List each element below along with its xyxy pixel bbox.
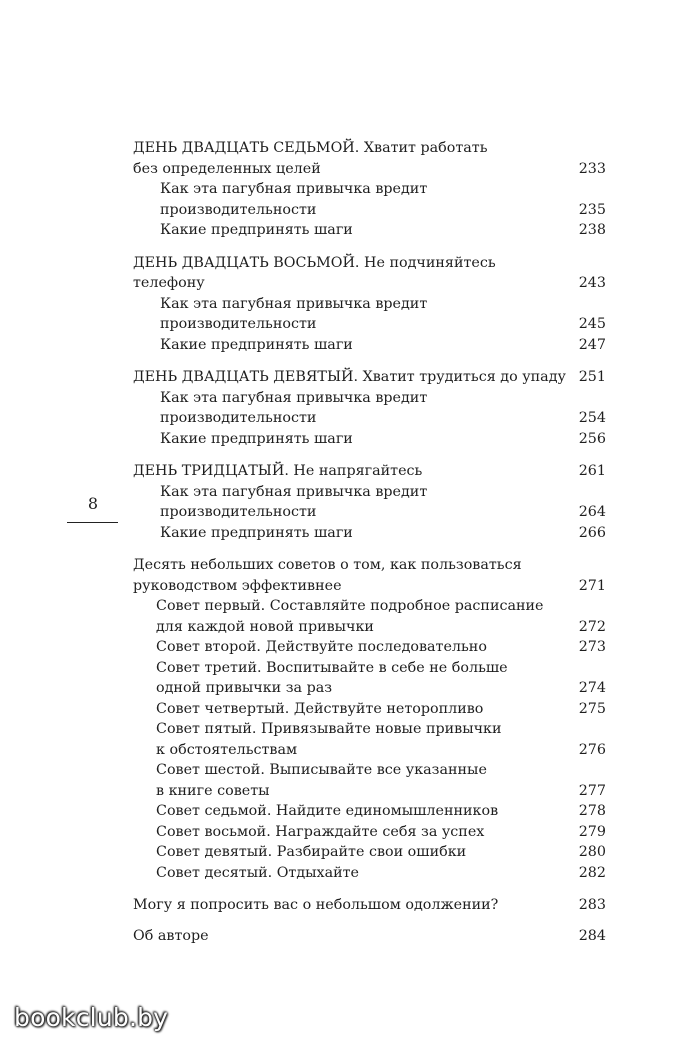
toc-section bbox=[133, 895, 606, 916]
toc-entry-title: Какие предпринять шаги bbox=[160, 430, 353, 447]
toc-subentry bbox=[133, 760, 606, 801]
watermark-logo: bookclub.by bbox=[14, 1003, 169, 1032]
toc-entry-page: 266 bbox=[578, 524, 606, 541]
toc-entry-title: Совет шестой. Выписывайте все указанные в книге советы bbox=[156, 762, 487, 799]
toc-entry bbox=[133, 138, 606, 179]
toc-entry bbox=[133, 461, 606, 482]
toc-entry-page: 274 bbox=[578, 680, 606, 696]
toc-section bbox=[133, 926, 606, 947]
toc-entry-page: 271 bbox=[578, 577, 606, 594]
toc-subentry bbox=[133, 220, 606, 241]
toc-entry-title: ДЕНЬ ДВАДЦАТЬ ДЕВЯТЫЙ. Хватит трудиться до упаду bbox=[133, 369, 566, 385]
toc-entry bbox=[133, 555, 606, 596]
toc-subentry bbox=[133, 294, 606, 335]
toc-entry-title: Какие предпринять шаги bbox=[160, 336, 353, 353]
toc-entry-title: Десять небольших советов о том, как пользоваться руководством эффективнее bbox=[133, 557, 522, 594]
page-number-rule bbox=[67, 522, 118, 523]
toc-entry bbox=[133, 926, 606, 947]
table-of-contents bbox=[133, 138, 606, 956]
toc-subentry bbox=[133, 388, 606, 429]
toc-entry bbox=[133, 367, 606, 388]
toc-entry-page: 282 bbox=[578, 864, 606, 881]
toc-entry-title: Совет четвертый. Действуйте неторопливо bbox=[156, 700, 484, 717]
toc-section bbox=[133, 253, 606, 356]
toc-entry-title: Совет восьмой. Награждайте себя за успех bbox=[156, 823, 485, 840]
toc-entry-page: 245 bbox=[578, 316, 606, 332]
toc-entry-title: Как эта пагубная привычка вредит производительности bbox=[160, 389, 428, 426]
toc-subentry bbox=[133, 863, 606, 884]
toc-entry-title: ДЕНЬ ДВАДЦАТЬ СЕДЬМОЙ. Хватит работать без определенных целей bbox=[133, 140, 488, 177]
toc-entry-page: 256 bbox=[578, 430, 606, 447]
toc-subentry bbox=[133, 179, 606, 220]
toc-entry-page: 273 bbox=[578, 639, 606, 655]
toc-entry-page: 261 bbox=[578, 463, 606, 479]
toc-subentry bbox=[133, 658, 606, 699]
toc-entry-title: Совет седьмой. Найдите единомышленников bbox=[156, 803, 499, 819]
toc-entry-page: 272 bbox=[578, 618, 606, 635]
toc-entry-title: Совет третий. Воспитывайте в себе не больше одной привычки за раз bbox=[156, 659, 508, 696]
toc-section bbox=[133, 555, 606, 883]
toc-entry-title: Какие предпринять шаги bbox=[160, 222, 353, 238]
toc-subentry bbox=[133, 637, 606, 658]
toc-entry-page: 238 bbox=[578, 222, 606, 238]
toc-subentry bbox=[133, 719, 606, 760]
toc-entry-page: 243 bbox=[578, 275, 606, 291]
page-number: 8 bbox=[87, 494, 99, 513]
toc-subentry bbox=[133, 699, 606, 720]
toc-subentry bbox=[133, 596, 606, 637]
toc-entry bbox=[133, 895, 606, 916]
toc-entry-page: 280 bbox=[578, 844, 606, 860]
toc-entry-title: Как эта пагубная привычка вредит производительности bbox=[160, 483, 428, 520]
toc-entry-title: Совет десятый. Отдыхайте bbox=[156, 864, 360, 881]
toc-entry-title: ДЕНЬ ДВАДЦАТЬ ВОСЬМОЙ. Не подчиняйтесь телефону bbox=[133, 254, 496, 291]
toc-section bbox=[133, 138, 606, 241]
toc-entry-page: 235 bbox=[578, 201, 606, 218]
toc-entry-page: 247 bbox=[578, 336, 606, 353]
toc-section bbox=[133, 461, 606, 543]
toc-subentry bbox=[133, 842, 606, 863]
toc-entry-title: ДЕНЬ ТРИДЦАТЫЙ. Не напрягайтесь bbox=[133, 463, 423, 479]
toc-entry-page: 284 bbox=[578, 927, 606, 944]
toc-subentry bbox=[133, 482, 606, 523]
toc-entry-title: Какие предпринять шаги bbox=[160, 524, 353, 541]
toc-entry-title: Совет пятый. Привязывайте новые привычки к обстоятельствам bbox=[156, 721, 502, 758]
toc-subentry bbox=[133, 801, 606, 822]
toc-subentry bbox=[133, 429, 606, 450]
toc-entry-page: 279 bbox=[578, 823, 606, 840]
toc-entry bbox=[133, 253, 606, 294]
toc-entry-page: 233 bbox=[578, 160, 606, 177]
toc-entry-page: 254 bbox=[578, 410, 606, 426]
toc-entry-page: 275 bbox=[578, 700, 606, 717]
toc-entry-page: 251 bbox=[578, 369, 606, 385]
toc-entry-title: Совет девятый. Разбирайте свои ошибки bbox=[156, 844, 467, 860]
toc-entry-title: Как эта пагубная привычка вредит производительности bbox=[160, 181, 428, 218]
toc-entry-title: Совет первый. Составляйте подробное расписание для каждой новой привычки bbox=[156, 598, 544, 635]
toc-entry-page: 276 bbox=[578, 741, 606, 758]
toc-entry-page: 278 bbox=[578, 803, 606, 819]
toc-subentry bbox=[133, 822, 606, 843]
toc-entry-title: Совет второй. Действуйте последовательно bbox=[156, 639, 487, 655]
toc-subentry bbox=[133, 335, 606, 356]
toc-entry-page: 264 bbox=[578, 504, 606, 520]
toc-entry-page: 277 bbox=[578, 782, 606, 799]
toc-entry-title: Как эта пагубная привычка вредит производительности bbox=[160, 295, 428, 332]
toc-entry-title: Могу я попросить вас о небольшом одолжении? bbox=[133, 897, 499, 913]
toc-entry-title: Об авторе bbox=[133, 927, 209, 944]
toc-entry-page: 283 bbox=[578, 897, 606, 913]
toc-section bbox=[133, 367, 606, 449]
toc-subentry bbox=[133, 523, 606, 544]
